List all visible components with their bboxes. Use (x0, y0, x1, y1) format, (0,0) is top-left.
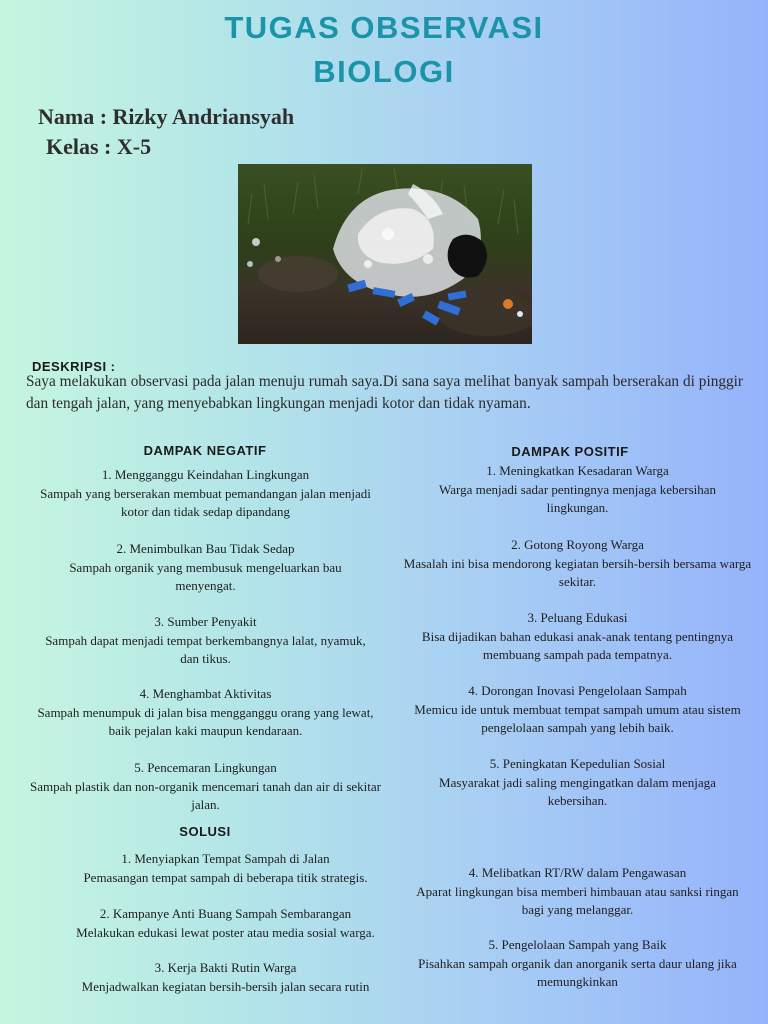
title-line1: TUGAS OBSERVASI (224, 10, 544, 45)
negatif-item-body: Sampah yang berserakan membuat pemandangan jalan menjadi kotor dan tidak sedap dipandang (40, 485, 371, 519)
solusi-item-body: Pisahkan sampah organik dan anorganik serta daur ulang jika memungkinkan (418, 955, 737, 989)
negatif-item-title: 2. Menimbulkan Bau Tidak Sedap (116, 541, 295, 556)
garbage-photo-icon (238, 164, 532, 344)
solusi-item-title: 5. Pengelolaan Sampah yang Baik (488, 937, 667, 952)
positif-item-body: Memicu ide untuk membuat tempat sampah umum atau sistem pengelolaan sampah yang lebih baik. (414, 701, 741, 735)
negatif-item (18, 685, 393, 741)
positif-item-title: 1. Meningkatkan Kesadaran Warga (486, 463, 669, 478)
garbage-photo (238, 164, 532, 344)
negatif-item-body: Sampah menumpuk di jalan bisa mengganggu orang yang lewat, baik pejalan kaki maupun kendaraan. (37, 704, 374, 738)
positif-item (395, 755, 760, 811)
positif-item (395, 536, 760, 592)
positif-item-title: 3. Peluang Edukasi (527, 610, 628, 625)
solusi-item-body: Aparat lingkungan bisa memberi himbauan atau sanksi ringan bagi yang melanggar. (416, 883, 739, 917)
student-class: Kelas : X-5 (46, 134, 152, 159)
solusi-item (395, 864, 760, 920)
positif-item-title: 5. Peningkatan Kepedulian Sosial (489, 756, 666, 771)
solusi-item-title: 3. Kerja Bakti Rutin Warga (154, 960, 297, 975)
solusi-item (395, 936, 760, 992)
negatif-item-title: 4. Menghambat Aktivitas (139, 686, 272, 701)
solusi-item (18, 850, 433, 887)
positif-item-title: 4. Dorongan Inovasi Pengelolaan Sampah (468, 683, 687, 698)
positif-item-title: 2. Gotong Royong Warga (511, 537, 644, 552)
negatif-item (18, 613, 393, 669)
solusi-item-title: 4. Melibatkan RT/RW dalam Pengawasan (468, 865, 687, 880)
solusi-item (18, 905, 433, 942)
solusi-heading: SOLUSI (179, 824, 231, 839)
negatif-item (18, 759, 393, 815)
negatif-item-title: 1. Mengganggu Keindahan Lingkungan (101, 467, 310, 482)
positif-item-body: Masyarakat jadi saling mengingatkan dalam menjaga kebersihan. (439, 774, 716, 808)
deskripsi-text: Saya melakukan observasi pada jalan menuju rumah saya.Di sana saya melihat banyak sampah berserakan di pinggir dan tengah jalan, yang menyebabkan lingkungan menjadi kotor dan tidak nyaman. (26, 373, 743, 412)
negatif-item-body: Sampah dapat menjadi tempat berkembangnya lalat, nyamuk, dan tikus. (45, 632, 366, 666)
positif-item (395, 609, 760, 665)
solusi-item-body: Menjadwalkan kegiatan bersih-bersih jalan secara rutin (81, 978, 370, 994)
positif-item-body: Bisa dijadikan bahan edukasi anak-anak tentang pentingnya membuang sampah pada tempatnya. (421, 628, 734, 662)
positif-item (395, 462, 760, 518)
negatif-item-body: Sampah organik yang membusuk mengeluarkan bau menyengat. (69, 559, 342, 593)
positif-item (395, 682, 760, 738)
dampak-negatif-heading: DAMPAK NEGATIF (143, 443, 267, 458)
negatif-item-title: 3. Sumber Penyakit (154, 614, 257, 629)
negatif-item-title: 5. Pencemaran Lingkungan (134, 760, 277, 775)
positif-item-body: Masalah ini bisa mendorong kegiatan bersih-bersih bersama warga sekitar. (403, 555, 752, 589)
deskripsi-heading: DESKRIPSI : (32, 359, 116, 374)
solusi-item (18, 959, 433, 996)
title-line2: BIOLOGI (313, 54, 455, 89)
positif-item-body: Warga menjadi sadar pentingnya menjaga kebersihan lingkungan. (438, 481, 717, 515)
negatif-item (18, 540, 393, 596)
solusi-item-title: 2. Kampanye Anti Buang Sampah Sembarangan (99, 906, 352, 921)
solusi-item-body: Pemasangan tempat sampah di beberapa titik strategis. (83, 869, 368, 885)
solusi-item-title: 1. Menyiapkan Tempat Sampah di Jalan (121, 851, 330, 866)
negatif-item-body: Sampah plastik dan non-organik mencemari tanah dan air di sekitar jalan. (29, 778, 381, 812)
dampak-positif-heading: DAMPAK POSITIF (511, 444, 629, 459)
student-name: Nama : Rizky Andriansyah (38, 104, 295, 129)
solusi-item-body: Melakukan edukasi lewat poster atau media sosial warga. (76, 924, 375, 940)
negatif-item (18, 466, 393, 522)
